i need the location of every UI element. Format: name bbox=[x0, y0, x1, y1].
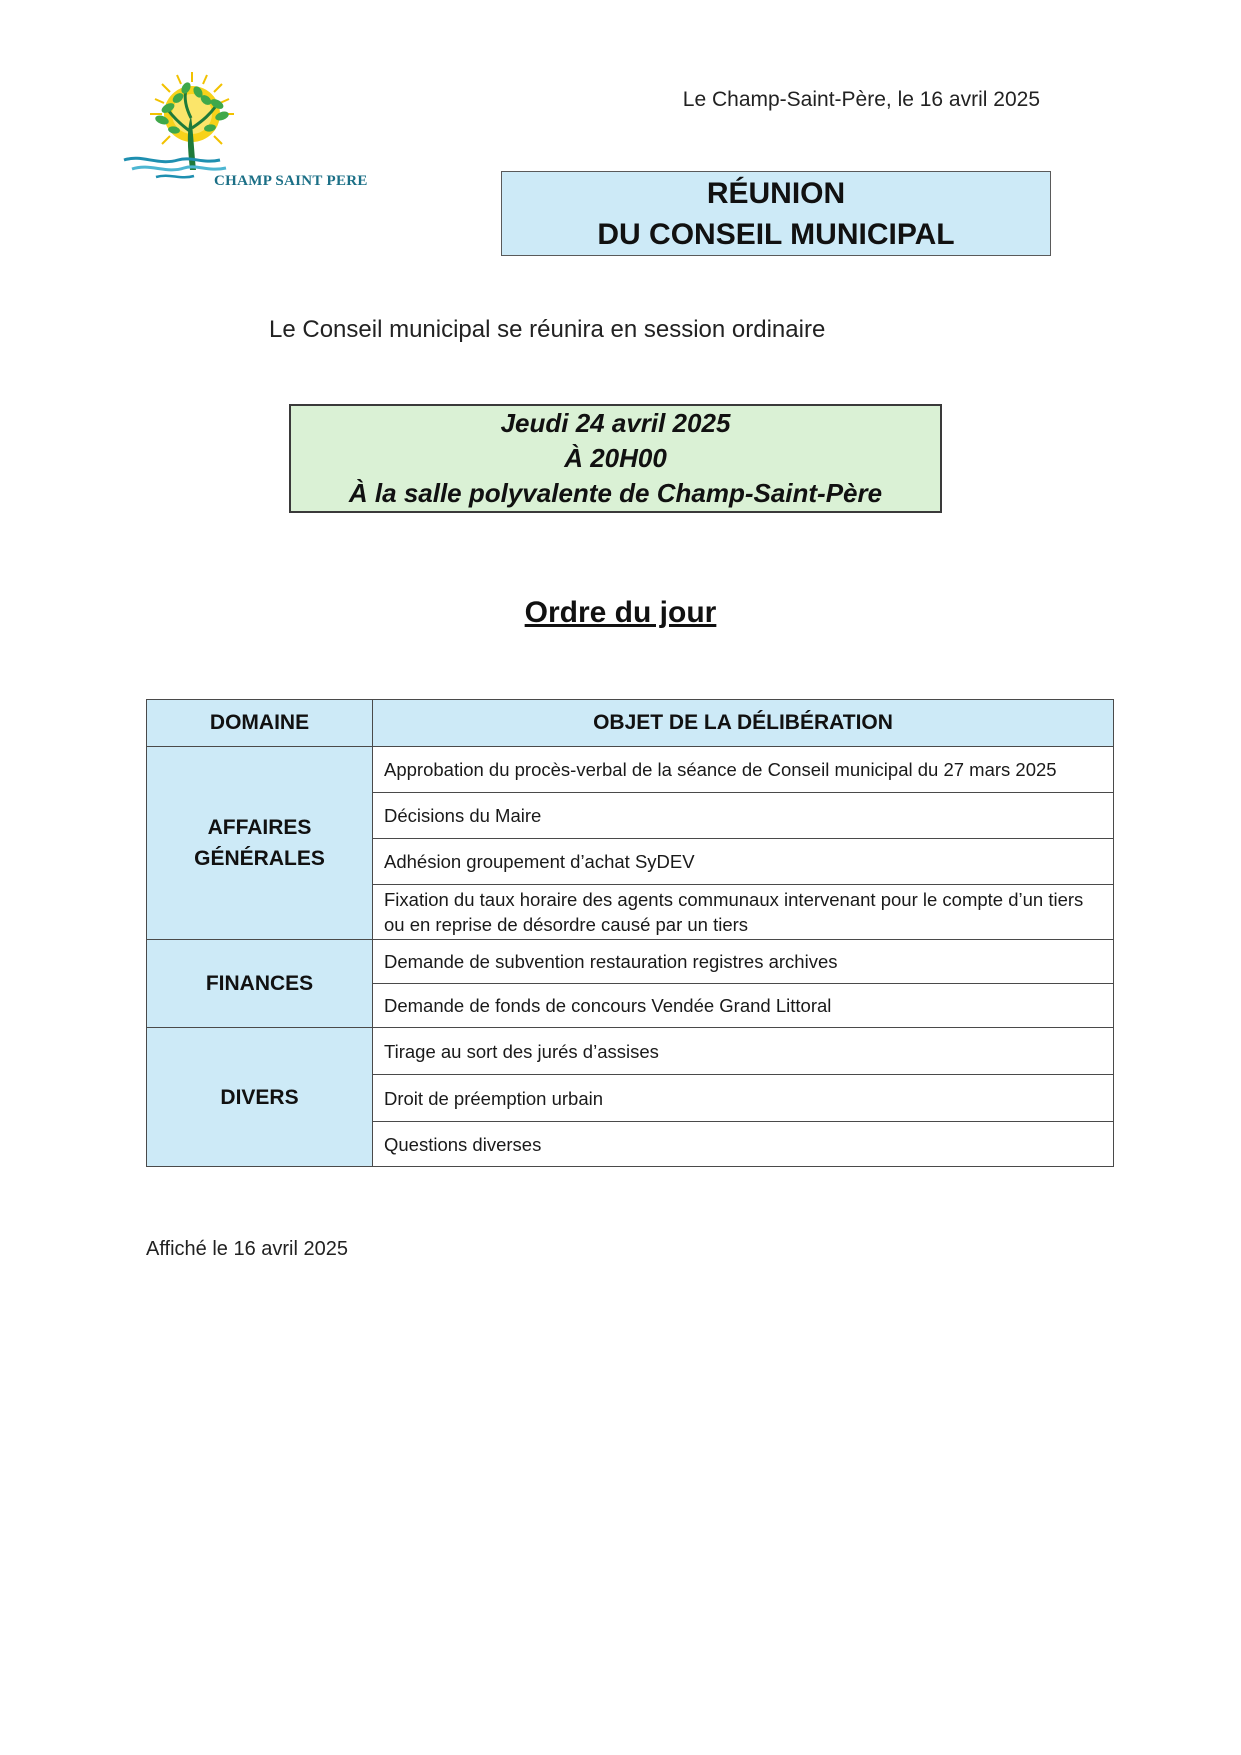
column-header-object: OBJET DE LA DÉLIBÉRATION bbox=[373, 700, 1114, 747]
session-box bbox=[289, 404, 942, 513]
agenda-item: Droit de préemption urbain bbox=[373, 1075, 1114, 1122]
table-row bbox=[147, 1028, 1114, 1075]
title-box bbox=[501, 171, 1051, 256]
table-header-row bbox=[147, 700, 1114, 747]
agenda-title: Ordre du jour bbox=[524, 596, 717, 629]
posted-date: Affiché le 16 avril 2025 bbox=[146, 1238, 348, 1260]
domain-finances: FINANCES bbox=[147, 940, 373, 1028]
agenda-table bbox=[146, 699, 1114, 1167]
agenda-item: Questions diverses bbox=[373, 1122, 1114, 1167]
domain-label-line-1: AFFAIRES bbox=[207, 816, 312, 839]
agenda-item: Demande de fonds de concours Vendée Grand Littoral bbox=[373, 984, 1114, 1028]
session-place: À la salle polyvalente de Champ-Saint-Père bbox=[348, 478, 883, 508]
domain-label-line-2: GÉNÉRALES bbox=[194, 847, 325, 870]
session-time: À 20H00 bbox=[564, 443, 667, 473]
agenda-item: Approbation du procès-verbal de la séance de Conseil municipal du 27 mars 2025 bbox=[373, 747, 1114, 793]
logo-text: CHAMP SAINT PERE bbox=[214, 173, 368, 189]
agenda-item: Tirage au sort des jurés d’assises bbox=[373, 1028, 1114, 1075]
agenda-item: Décisions du Maire bbox=[373, 793, 1114, 839]
session-date: Jeudi 24 avril 2025 bbox=[500, 408, 731, 438]
agenda-item: Demande de subvention restauration registres archives bbox=[373, 940, 1114, 984]
table-row bbox=[147, 940, 1114, 984]
table-row bbox=[147, 747, 1114, 793]
agenda-item: Adhésion groupement d’achat SyDEV bbox=[373, 839, 1114, 885]
title-line-2: DU CONSEIL MUNICIPAL bbox=[597, 217, 955, 251]
intro-text: Le Conseil municipal se réunira en session ordinaire bbox=[269, 316, 826, 343]
municipality-logo bbox=[122, 70, 372, 195]
domain-divers: DIVERS bbox=[147, 1028, 373, 1167]
agenda-item: Fixation du taux horaire des agents communaux intervenant pour le compte d’un tiers ou en reprise de désordre causé par un tiers bbox=[373, 885, 1114, 940]
place-date: Le Champ-Saint-Père, le 16 avril 2025 bbox=[682, 88, 1040, 111]
title-line-1: RÉUNION bbox=[706, 176, 846, 210]
domain-affaires-generales bbox=[147, 747, 373, 940]
column-header-domain: DOMAINE bbox=[147, 700, 373, 747]
